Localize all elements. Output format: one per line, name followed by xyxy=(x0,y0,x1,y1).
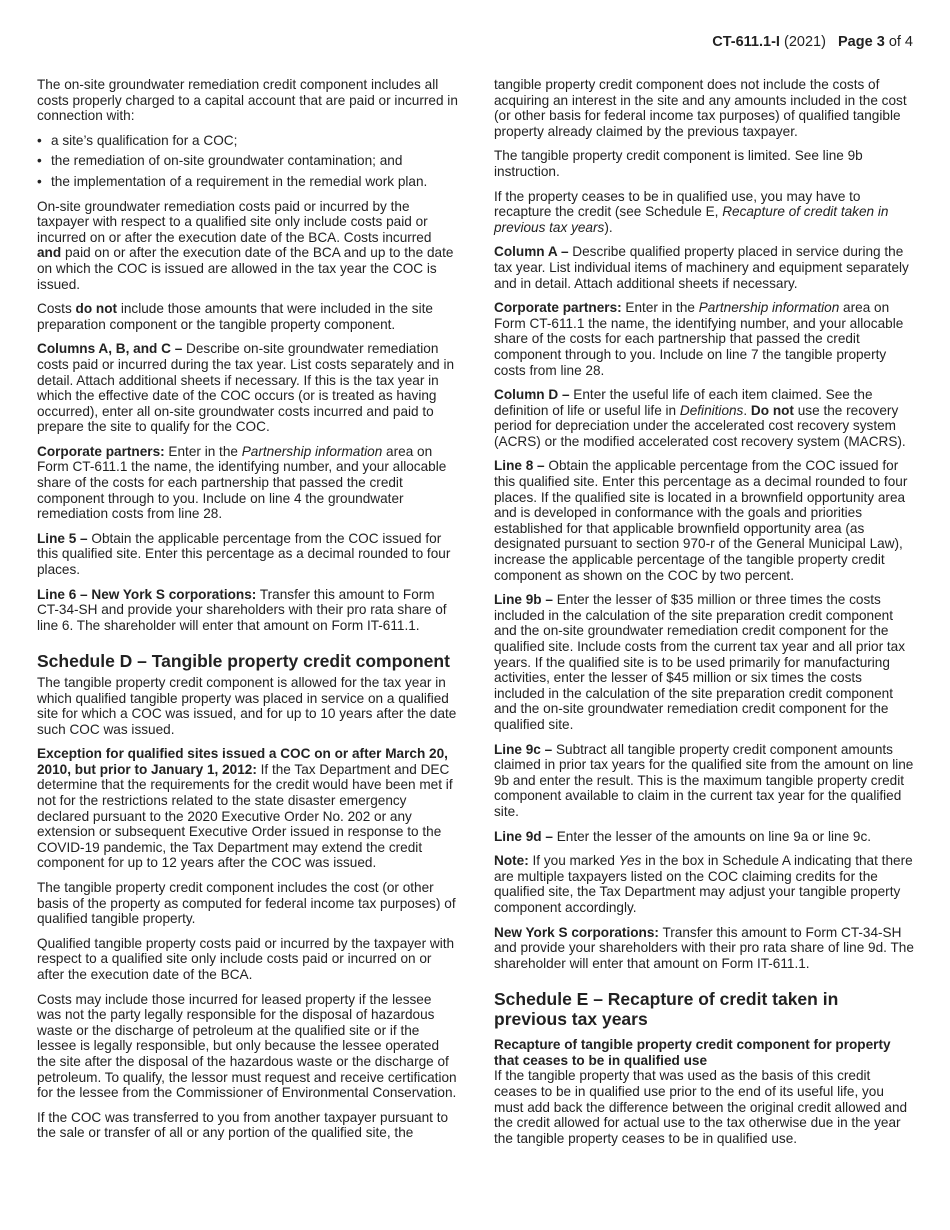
note-paragraph: Note: If you marked Yes in the box in Schedule A indicating that there are multiple taxpayers listed on the COC claiming credits for the qualified site, the Tax Department may adjust your tangible property component accordingly. xyxy=(494,853,913,915)
line-9c-paragraph: Line 9c – Subtract all tangible property credit component amounts claimed in prior tax years for the qualified site from the amount on line 9b and enter the result. This is the maximum tangible property credit component available to claim in the current tax year for the qualified site. xyxy=(494,741,914,819)
right-column xyxy=(494,77,914,1155)
page-label: Page xyxy=(838,34,873,50)
page-total: of 4 xyxy=(888,34,913,50)
recapture-note-paragraph: If the property ceases to be in qualified use, you may have to recapture the credit (see Schedule E, Recapture of credit taken in previous tax years). xyxy=(494,188,889,235)
line-8-paragraph: Line 8 – Obtain the applicable percentage from the COC issued for this qualified site. Enter this percentage as a decimal rounded to four places. If the qualified site is located in a brownfield opportunity area and is developed in conformance with the goals and priorities established for that applicable brownfield opportunity area (as designated pursuant to section 970-r of the General Municipal Law), increase the applicable percentage of the tangible property credit component as shown on the COC by two percent. xyxy=(494,458,908,583)
form-year: (2021) xyxy=(783,34,826,50)
left-column xyxy=(37,77,459,1150)
list-item: • a site’s qualification for a COC; xyxy=(37,133,459,149)
line-9b-paragraph: Line 9b – Enter the lesser of $35 million or three times the costs included in the calculation of the site preparation credit component and the on-site groundwater remediation credit component for the qualified site. Include costs from the current tax year and all prior tax years. If the qualified site is to be used primarily for manufacturing activities, enter the lesser of $45 million or six times the costs included in the calculation of the site preparation credit component and the on-site groundwater remediation credit component for the qualified site. xyxy=(494,592,906,732)
column-a-paragraph: Column A – Describe qualified property placed in service during the tax year. List individual items of machinery and equipment separately and in detail. Attach additional sheets if necessary. xyxy=(494,244,909,291)
qualified-costs-paragraph: Qualified tangible property costs paid or incurred by the taxpayer with respect to a qualified site only include costs paid or incurred on or after the execution date of the BCA. xyxy=(37,935,455,982)
form-number: CT-611.1-I xyxy=(712,34,780,50)
page-header xyxy=(712,34,913,50)
leased-property-paragraph: Costs may include those incurred for leased property if the lessee was not the party legally responsible for the disposal of hazardous waste or the discharge of petroleum at the qualified site or if the lessee is legally responsible, but only because the lessee operated the site after the disposal of the hazardous waste or the discharge of petroleum. To qualify, the lessor must request and receive certification for the lessee from the Commissioner of Environmental Conservation. xyxy=(37,991,457,1101)
schedule-d-heading: Schedule D – Tangible property credit component xyxy=(37,651,450,672)
tangible-cost-paragraph: The tangible property credit component includes the cost (or other basis of the property as computed for federal income tax purposes) of qualified tangible property. xyxy=(37,880,456,927)
schedule-e-heading: Schedule E – Recapture of credit taken in previous tax years xyxy=(494,989,839,1029)
line-5-paragraph: Line 5 – Obtain the applicable percentage from the COC issued for this qualified site. Enter this percentage as a decimal rounded to four places. xyxy=(37,530,451,578)
onsite-costs-paragraph: On-site groundwater remediation costs paid or incurred by the taxpayer with respect to a qualified site only include costs paid or incurred on or after the execution date of the BCA. Costs incurred and paid on or after the execution date of the BCA and up to the date on which the COC is issued are allowed in the tax year the COC is issued. xyxy=(37,198,454,292)
costs-exclusion-paragraph: Costs do not include those amounts that were included in the site preparation component or the tangible property component. xyxy=(37,301,433,332)
corporate-partners-paragraph: Corporate partners: Enter in the Partnership information area on Form CT-611.1 the name, the identifying number, and your allocable share of the costs for each partnership that passed the credit component through to you. Include on line 7 the tangible property costs from line 28. xyxy=(494,300,904,378)
columns-abc-paragraph: Columns A, B, and C – Describe on-site groundwater remediation costs paid or incurred during the tax year. List costs separately and in detail. Attach additional sheets if necessary. If this is the tax year in which the effective date of the COC occurs (or is treated as having occurred), enter all on-site groundwater costs incurred and paid to prepare the site to qualify for the COC. xyxy=(37,341,455,435)
ny-s-corporations-paragraph: New York S corporations: Transfer this amount to Form CT-34-SH and provide your shareholders with their pro rata share of line 9d. The shareholder will enter that amount on Form IT-611.1. xyxy=(494,924,914,971)
recapture-subheading: Recapture of tangible property credit component for property that ceases to be in qualified use xyxy=(494,1037,891,1068)
column-d-paragraph: Column D – Enter the useful life of each item claimed. See the definition of life or useful life in Definitions. Do not use the recovery period for depreciation under the accelerated cost recovery system (ACRS) or the modified accelerated cost recovery system (MACRS). xyxy=(494,387,906,449)
coc-transfer-paragraph: If the COC was transferred to you from another taxpayer pursuant to the sale or transfer of all or any portion of the qualified site, the xyxy=(37,1109,449,1141)
continued-paragraph: tangible property credit component does not include the costs of acquiring an interest in the site and any amounts included in the cost (or other basis for federal income tax purposes) of qualified tangible property already claimed by the previous taxpayer. xyxy=(494,77,907,139)
page-number: 3 xyxy=(876,34,885,50)
corporate-partners-paragraph: Corporate partners: Enter in the Partnership information area on Form CT-611.1 the name, the identifying number, and your allocable share of the costs for each partnership that passed the credit component through to you. Include on line 4 the groundwater remediation costs from line 28. xyxy=(37,443,447,522)
line-9d-paragraph: Line 9d – Enter the lesser of the amounts on line 9a or line 9c. xyxy=(494,828,872,844)
tangible-intro-paragraph: The tangible property credit component is allowed for the tax year in which qualified tangible property was placed in service on a qualified site for which a COC was issued, and for up to 10 years after the date such COC was issued. xyxy=(37,674,457,737)
intro-paragraph: The on-site groundwater remediation credit component includes all costs properly charged to a capital account that are paid or incurred in connection with: xyxy=(37,77,458,124)
exception-paragraph: Exception for qualified sites issued a COC on or after March 20, 2010, but prior to January 1, 2012: If the Tax Department and DEC determine that the requirements for the credit would have been met if not for the restrictions related to the state disaster emergency declared pursuant to the 2020 Executive Order No. 202 or any extension or subsequent Executive Order issued in response to the COVID-19 pandemic, the Tax Department may extend the credit component for up to 12 years after the COC was issued. xyxy=(37,746,453,871)
list-item: • the remediation of on-site groundwater contamination; and xyxy=(37,153,459,169)
line-6-paragraph: Line 6 – New York S corporations: Transfer this amount to Form CT-34-SH and provide your shareholders with their pro rata share of line 6. The shareholder will enter that amount on Form IT-611.1. xyxy=(37,586,447,633)
list-item: • the implementation of a requirement in the remedial work plan. xyxy=(37,174,459,190)
limit-paragraph: The tangible property credit component is limited. See line 9b instruction. xyxy=(494,148,863,179)
recapture-paragraph: If the tangible property that was used as the basis of this credit ceases to be in qualified use prior to the end of its useful life, you must add back the difference between the original credit allowed and the credit allowed for actual use to the tax otherwise due in the year the tangible property ceases to be in qualified use. xyxy=(494,1068,908,1146)
qualification-list xyxy=(37,133,459,190)
